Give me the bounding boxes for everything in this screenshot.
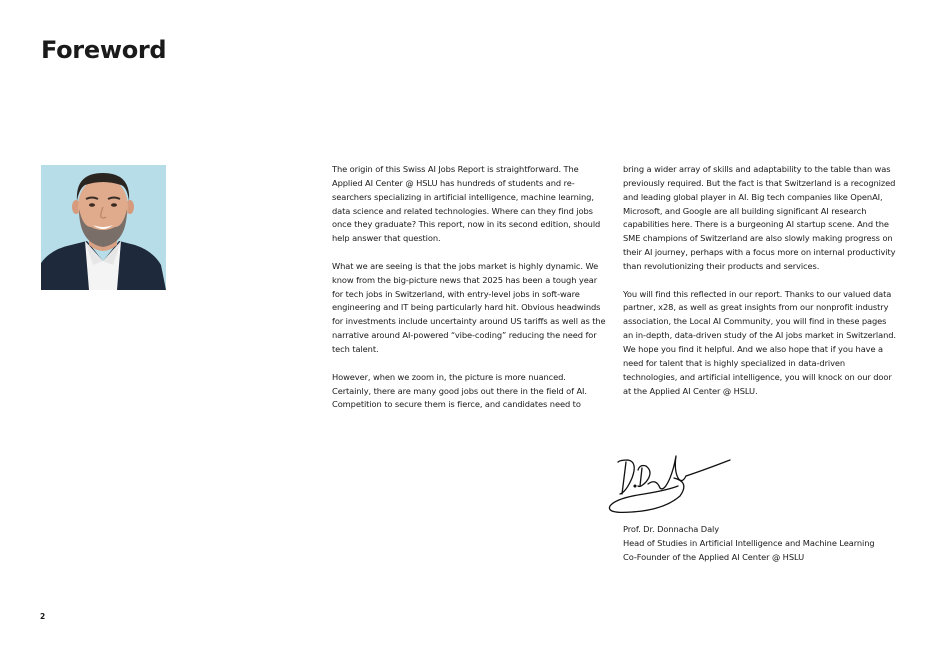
portrait-illustration: [41, 165, 166, 290]
signature-graphic: [604, 448, 739, 518]
foreword-column-left: [332, 163, 606, 426]
paragraph: bring a wider array of skills and adaptability to the table than was previously required. But the fact is that Switzerland is a recognized and leading global player in AI. Big tech companies like OpenAI, Microsoft, and Google are all building significant AI research capabilities here. There is a burgeoning AI startup scene. And the SME champions of Switzerland are also slowly making progress on their AI journey, perhaps with a focus more on internal productivity than revolutionizing their products and services.: [623, 164, 896, 271]
page-number: 2: [40, 612, 46, 621]
paragraph: However, when we zoom in, the picture is more nuanced. Certainly, there are many good jobs out there in the field of AI. Competition to secure them is fierce, and candidates need to: [332, 371, 587, 410]
author-name: Prof. Dr. Donnacha Daly: [623, 524, 720, 534]
foreword-column-right: [623, 163, 897, 412]
handwritten-signature: [604, 448, 739, 522]
paragraph: What we are seeing is that the jobs market is highly dynamic. We know from the big-picture news that 2025 has been a tough year for tech jobs in Switzerland, with entry-level jobs in soft-ware engineering and IT being particularly hard hit. Obvious headwinds for investments include uncertainty around US tariffs as well as the narrative around AI-powered “vibe-coding” reducing the need for tech talent.: [332, 260, 606, 354]
author-portrait: [41, 165, 166, 290]
page-title: Foreword: [41, 36, 167, 64]
paragraph: You will find this reflected in our report. Thanks to our valued data partner, x28, as well as great insights from our nonprofit industry association, the Local AI Community, you will find in these pages an in-depth, data-driven study of the AI jobs market in Switzerland. We hope you find it helpful. And we also hope that if you have a need for talent that is highly specialized in data-driven technologies, and artificial intelligence, you will knock on our door at the Applied AI Center @ HSLU.: [623, 288, 896, 396]
author-affiliation: Co-Founder of the Applied AI Center @ HSLU: [623, 552, 805, 562]
signature-block: [623, 522, 875, 564]
author-role: Head of Studies in Artificial Intelligence and Machine Learning: [623, 538, 875, 548]
paragraph: The origin of this Swiss AI Jobs Report is straightforward. The Applied AI Center @ HSLU has hundreds of students and re-searchers specializing in artificial intelligence, machine learning, data science and related technologies. Where can they find jobs once they graduate? This report, now in its second edition, should help answer that question.: [332, 164, 601, 244]
